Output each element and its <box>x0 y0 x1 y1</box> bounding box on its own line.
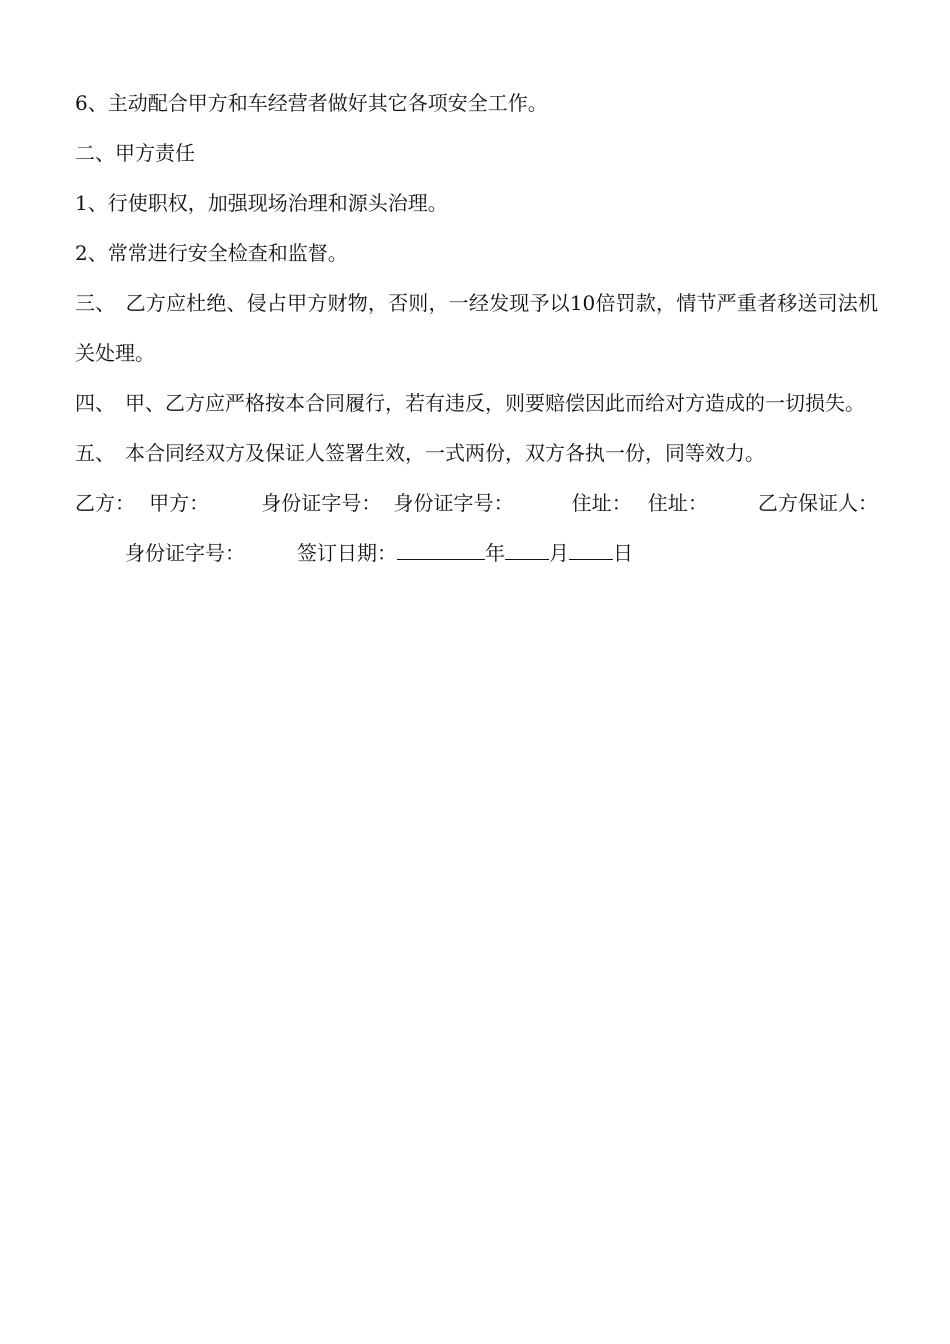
day-blank[interactable] <box>569 541 613 560</box>
paragraph-a1: 1、行使职权，加强现场治理和源头治理。 <box>75 191 448 215</box>
paragraph-6: 6、主动配合甲方和车经营者做好其它各项安全工作。 <box>75 91 548 115</box>
guarantor-label: 乙方保证人： <box>757 491 879 515</box>
clause-three: 三、 乙方应杜绝、侵占甲方财物，否则，一经发现予以10倍罚款，情节严重者移送司法机关处理。 <box>75 291 878 365</box>
address-label-1: 住址： <box>571 491 632 515</box>
signature-block <box>75 478 878 578</box>
month-label: 月 <box>549 541 569 565</box>
clause-four: 四、 甲、乙方应严格按本合同履行，若有违反，则要赔偿因此而给对方造成的一切损失。 <box>75 391 865 415</box>
paragraph-a2: 2、常常进行安全检查和监督。 <box>75 241 348 265</box>
year-label: 年 <box>485 541 505 565</box>
id-number-label-2: 身份证字号： <box>393 491 514 515</box>
id-number-label-1: 身份证字号： <box>261 491 382 515</box>
year-blank[interactable] <box>397 541 485 560</box>
day-label: 日 <box>613 541 633 565</box>
document-page <box>75 78 878 578</box>
clause-five: 五、 本合同经双方及保证人签署生效，一式两份，双方各执一份，同等效力。 <box>75 441 765 465</box>
id-number-label-3: 身份证字号： <box>125 541 245 565</box>
address-label-2: 住址： <box>647 491 708 515</box>
heading-party-a-duties: 二、甲方责任 <box>75 141 195 165</box>
party-a-label: 甲方： <box>149 491 210 515</box>
sign-date-label: 签订日期： <box>297 541 397 565</box>
month-blank[interactable] <box>505 541 549 560</box>
party-b-label: 乙方： <box>75 491 136 515</box>
